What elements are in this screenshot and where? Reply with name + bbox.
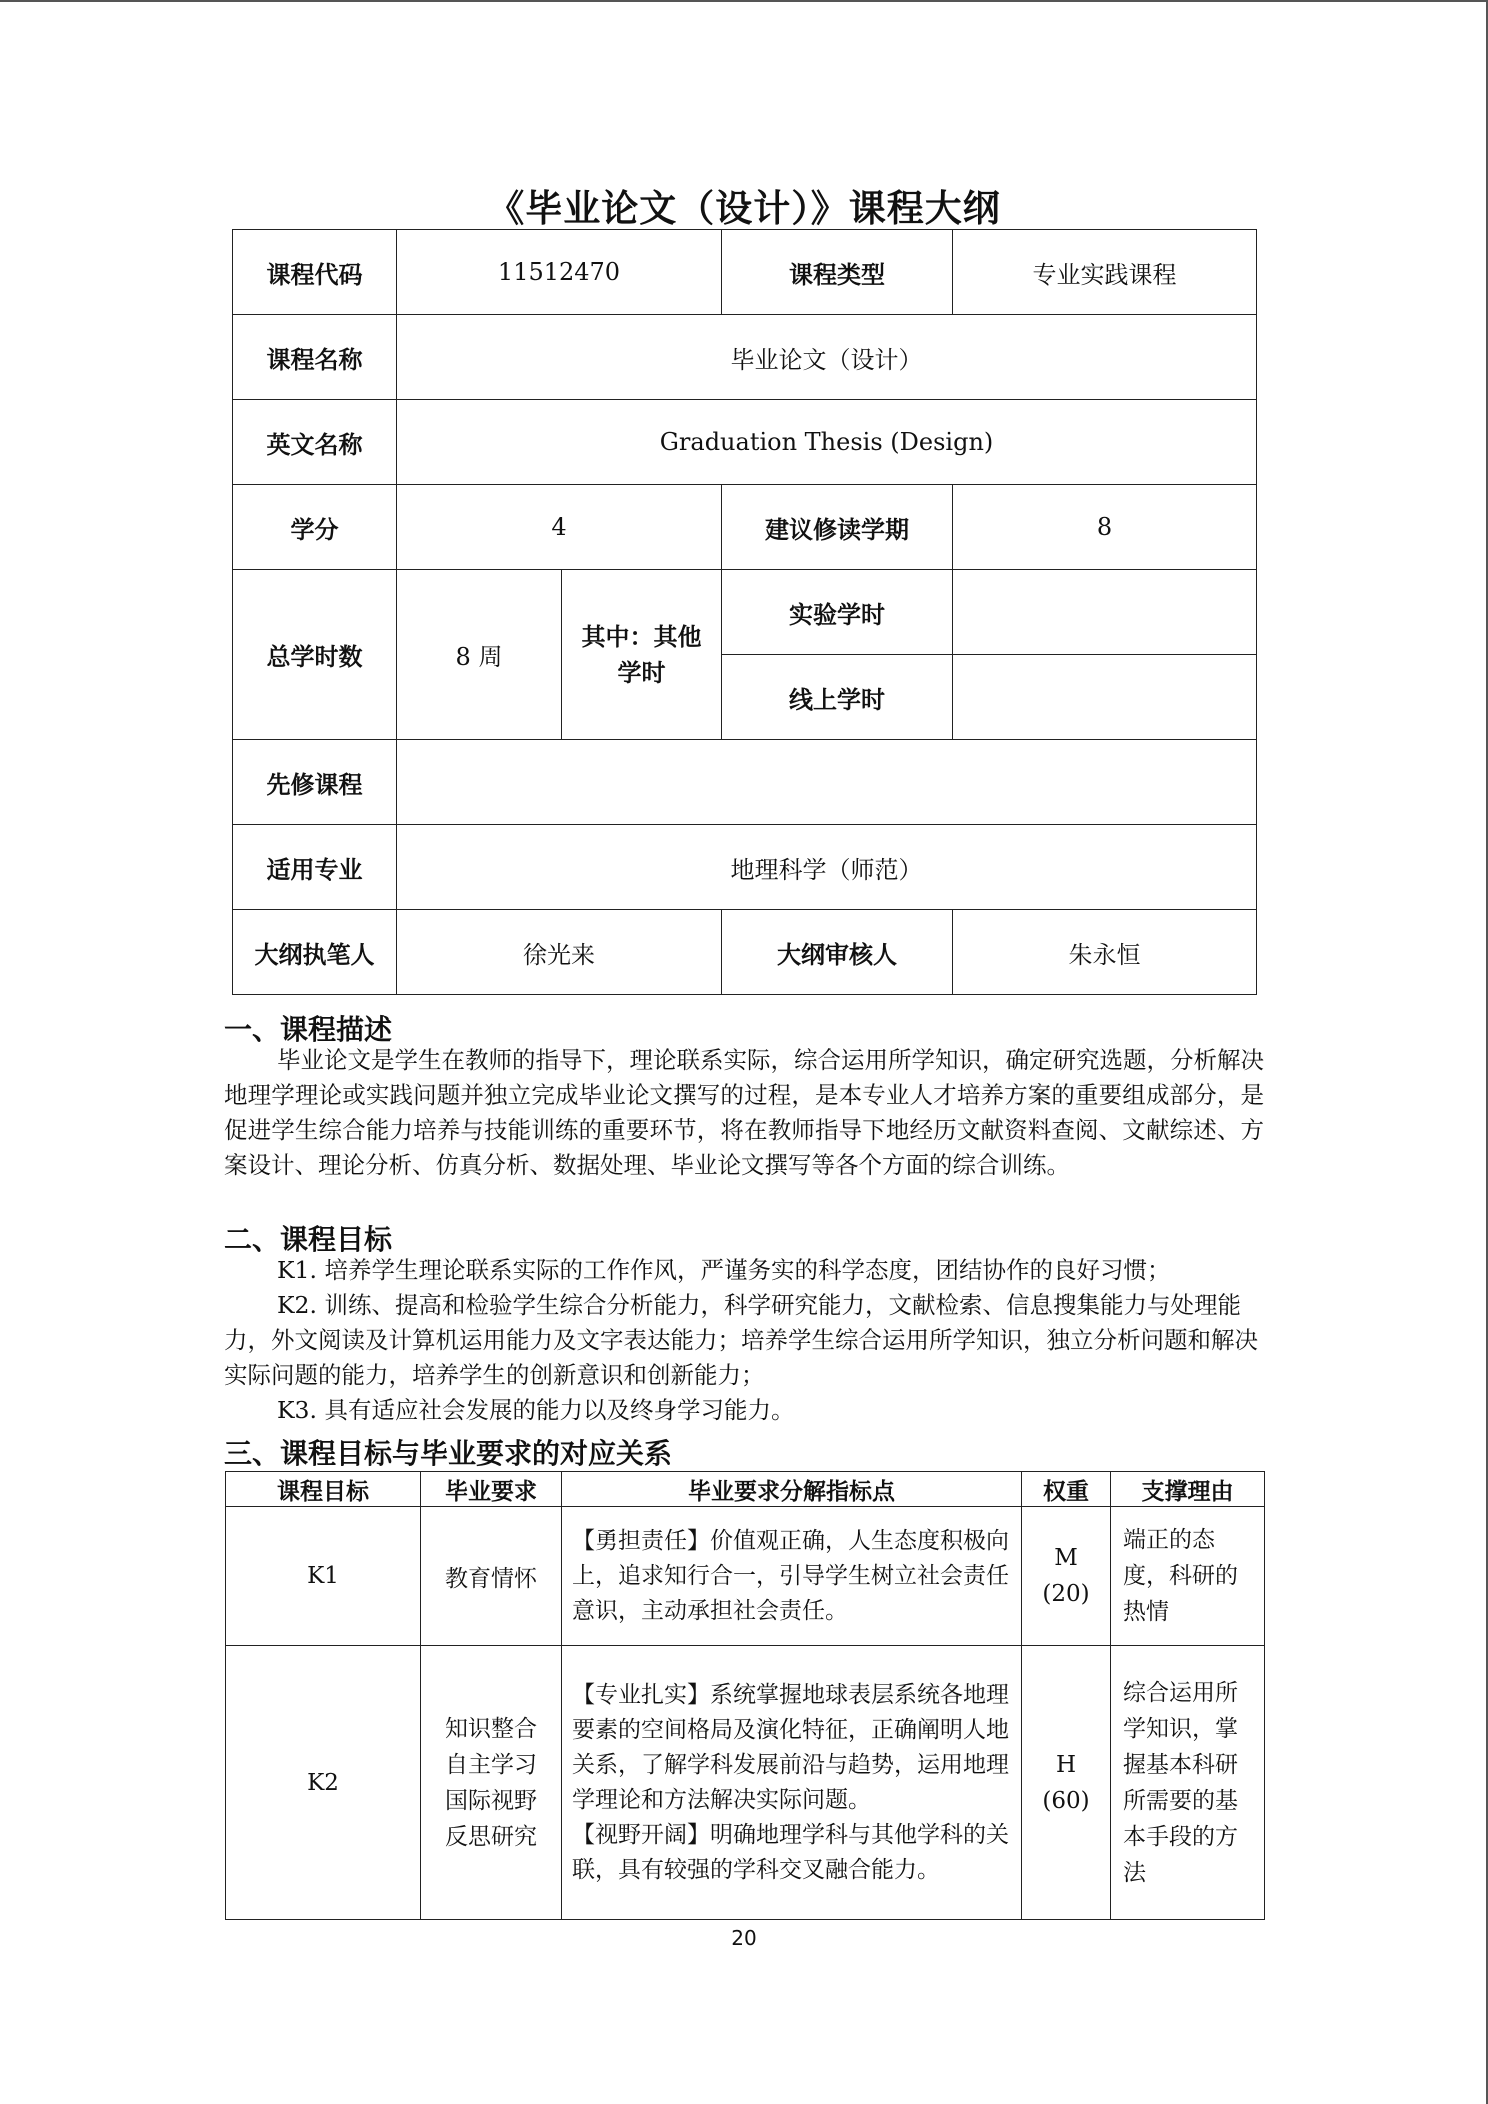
indicator-text: 【勇担责任】价值观正确，人生态度积极向上，追求知行合一，引导学生树立社会责任意识，主动承担社会责任。 <box>572 1527 1009 1624</box>
reason-cell <box>1111 1507 1265 1646</box>
goal-k3 <box>224 1393 1269 1428</box>
goal-k2 <box>224 1288 1269 1393</box>
credit-label: 学分 <box>233 485 397 570</box>
column-header: 权重 <box>1022 1472 1111 1507</box>
online-hours-label: 线上学时 <box>722 655 953 740</box>
major-label: 适用专业 <box>233 825 397 910</box>
goal-requirement-table <box>225 1471 1265 1920</box>
weight-cell <box>1022 1507 1111 1646</box>
lab-hours-label: 实验学时 <box>722 570 953 655</box>
section-heading-description: 一、课程描述 <box>224 1013 393 1046</box>
online-hours-value <box>953 655 1257 740</box>
major-value: 地理科学（师范） <box>397 825 1257 910</box>
goal-k1 <box>224 1253 1269 1288</box>
requirement-line: 国际视野 <box>445 1787 537 1814</box>
prerequisite-label: 先修课程 <box>233 740 397 825</box>
requirement-cell <box>421 1646 562 1920</box>
page-number: 20 <box>731 1926 757 1950</box>
other-hours-label: 其中：其他学时 <box>562 570 722 740</box>
table-row <box>233 485 1257 570</box>
weight-level: M <box>1054 1545 1078 1571</box>
indicator-cell <box>562 1646 1022 1920</box>
course-type-value: 专业实践课程 <box>953 230 1257 315</box>
total-hours-value: 8 周 <box>397 570 562 740</box>
page-title: 《毕业论文（设计）》课程大纲 <box>487 187 1001 230</box>
indicator-text: 【专业扎实】系统掌握地球表层系统各地理要素的空间格局及演化特征，正确阐明人地关系，了解学科发展前沿与趋势，运用地理学理论和方法解决实际问题。 <box>572 1681 1009 1813</box>
credit-value: 4 <box>397 485 722 570</box>
table-row <box>226 1646 1265 1920</box>
reason-text: 综合运用所学知识，掌握基本科研所需要的基本手段的方法 <box>1123 1679 1238 1886</box>
course-name-label: 课程名称 <box>233 315 397 400</box>
weight-value: (20) <box>1042 1581 1090 1607</box>
indicator-text: 【视野开阔】明确地理学科与其他学科的关联，具有较强的学科交叉融合能力。 <box>572 1821 1009 1883</box>
requirement-line: 反思研究 <box>445 1823 537 1850</box>
weight-value: (60) <box>1042 1787 1090 1814</box>
lab-hours-value <box>953 570 1257 655</box>
goal-k1-text: K1. 培养学生理论联系实际的工作作风，严谨务实的科学态度，团结协作的良好习惯； <box>277 1256 1171 1284</box>
author-value: 徐光来 <box>397 910 722 995</box>
course-type-label: 课程类型 <box>722 230 953 315</box>
table-row <box>233 910 1257 995</box>
column-header: 支撑理由 <box>1111 1472 1265 1507</box>
description-text: 毕业论文是学生在教师的指导下，理论联系实际，综合运用所学知识，确定研究选题，分析解决地理学理论或实践问题并独立完成毕业论文撰写的过程，是本专业人才培养方案的重要组成部分，是促进学生综合能力培养与技能训练的重要环节，将在教师指导下地经历文献资料查阅、文献综述、方案设计、理论分析、仿真分析、数据处理、毕业论文撰写等各个方面的综合训练。 <box>224 1046 1264 1179</box>
table-row <box>226 1507 1265 1646</box>
requirement-line: 自主学习 <box>445 1751 537 1778</box>
table-row <box>233 400 1257 485</box>
section-heading-mapping: 三、课程目标与毕业要求的对应关系 <box>224 1437 673 1470</box>
table-row <box>233 740 1257 825</box>
course-info-table <box>232 229 1257 995</box>
weight-cell <box>1022 1646 1111 1920</box>
weight-level: H <box>1055 1751 1077 1778</box>
reason-cell <box>1111 1646 1265 1920</box>
prerequisite-value <box>397 740 1257 825</box>
english-name-label: 英文名称 <box>233 400 397 485</box>
column-header: 课程目标 <box>226 1472 421 1507</box>
column-header: 毕业要求 <box>421 1472 562 1507</box>
term-label: 建议修读学期 <box>722 485 953 570</box>
requirement-cell: 教育情怀 <box>421 1507 562 1646</box>
reviewer-label: 大纲审核人 <box>722 910 953 995</box>
goal-cell: K2 <box>226 1646 421 1920</box>
author-label: 大纲执笔人 <box>233 910 397 995</box>
requirement-line: 知识整合 <box>445 1715 537 1742</box>
section-heading-goals: 二、课程目标 <box>224 1223 393 1256</box>
term-value: 8 <box>953 485 1257 570</box>
course-code-value: 11512470 <box>397 230 722 315</box>
reason-text: 端正的态度，科研的热情 <box>1123 1527 1238 1625</box>
column-header: 毕业要求分解指标点 <box>562 1472 1022 1507</box>
course-code-label: 课程代码 <box>233 230 397 315</box>
indicator-cell <box>562 1507 1022 1646</box>
table-row <box>233 315 1257 400</box>
english-name-value: Graduation Thesis (Design) <box>397 400 1257 485</box>
total-hours-label: 总学时数 <box>233 570 397 740</box>
course-name-value: 毕业论文（设计） <box>397 315 1257 400</box>
table-row <box>233 570 1257 655</box>
goal-cell: K1 <box>226 1507 421 1646</box>
table-row <box>233 825 1257 910</box>
description-paragraph <box>224 1043 1264 1183</box>
goal-k2-text: K2. 训练、提高和检验学生综合分析能力，科学研究能力，文献检索、信息搜集能力与处理能力，外文阅读及计算机运用能力及文字表达能力；培养学生综合运用所学知识，独立分析问题和解决实际问题的能力，培养学生的创新意识和创新能力； <box>224 1291 1258 1389</box>
table-header-row <box>226 1472 1265 1507</box>
table-row <box>233 230 1257 315</box>
goal-k3-text: K3. 具有适应社会发展的能力以及终身学习能力。 <box>277 1396 795 1424</box>
reviewer-value: 朱永恒 <box>953 910 1257 995</box>
